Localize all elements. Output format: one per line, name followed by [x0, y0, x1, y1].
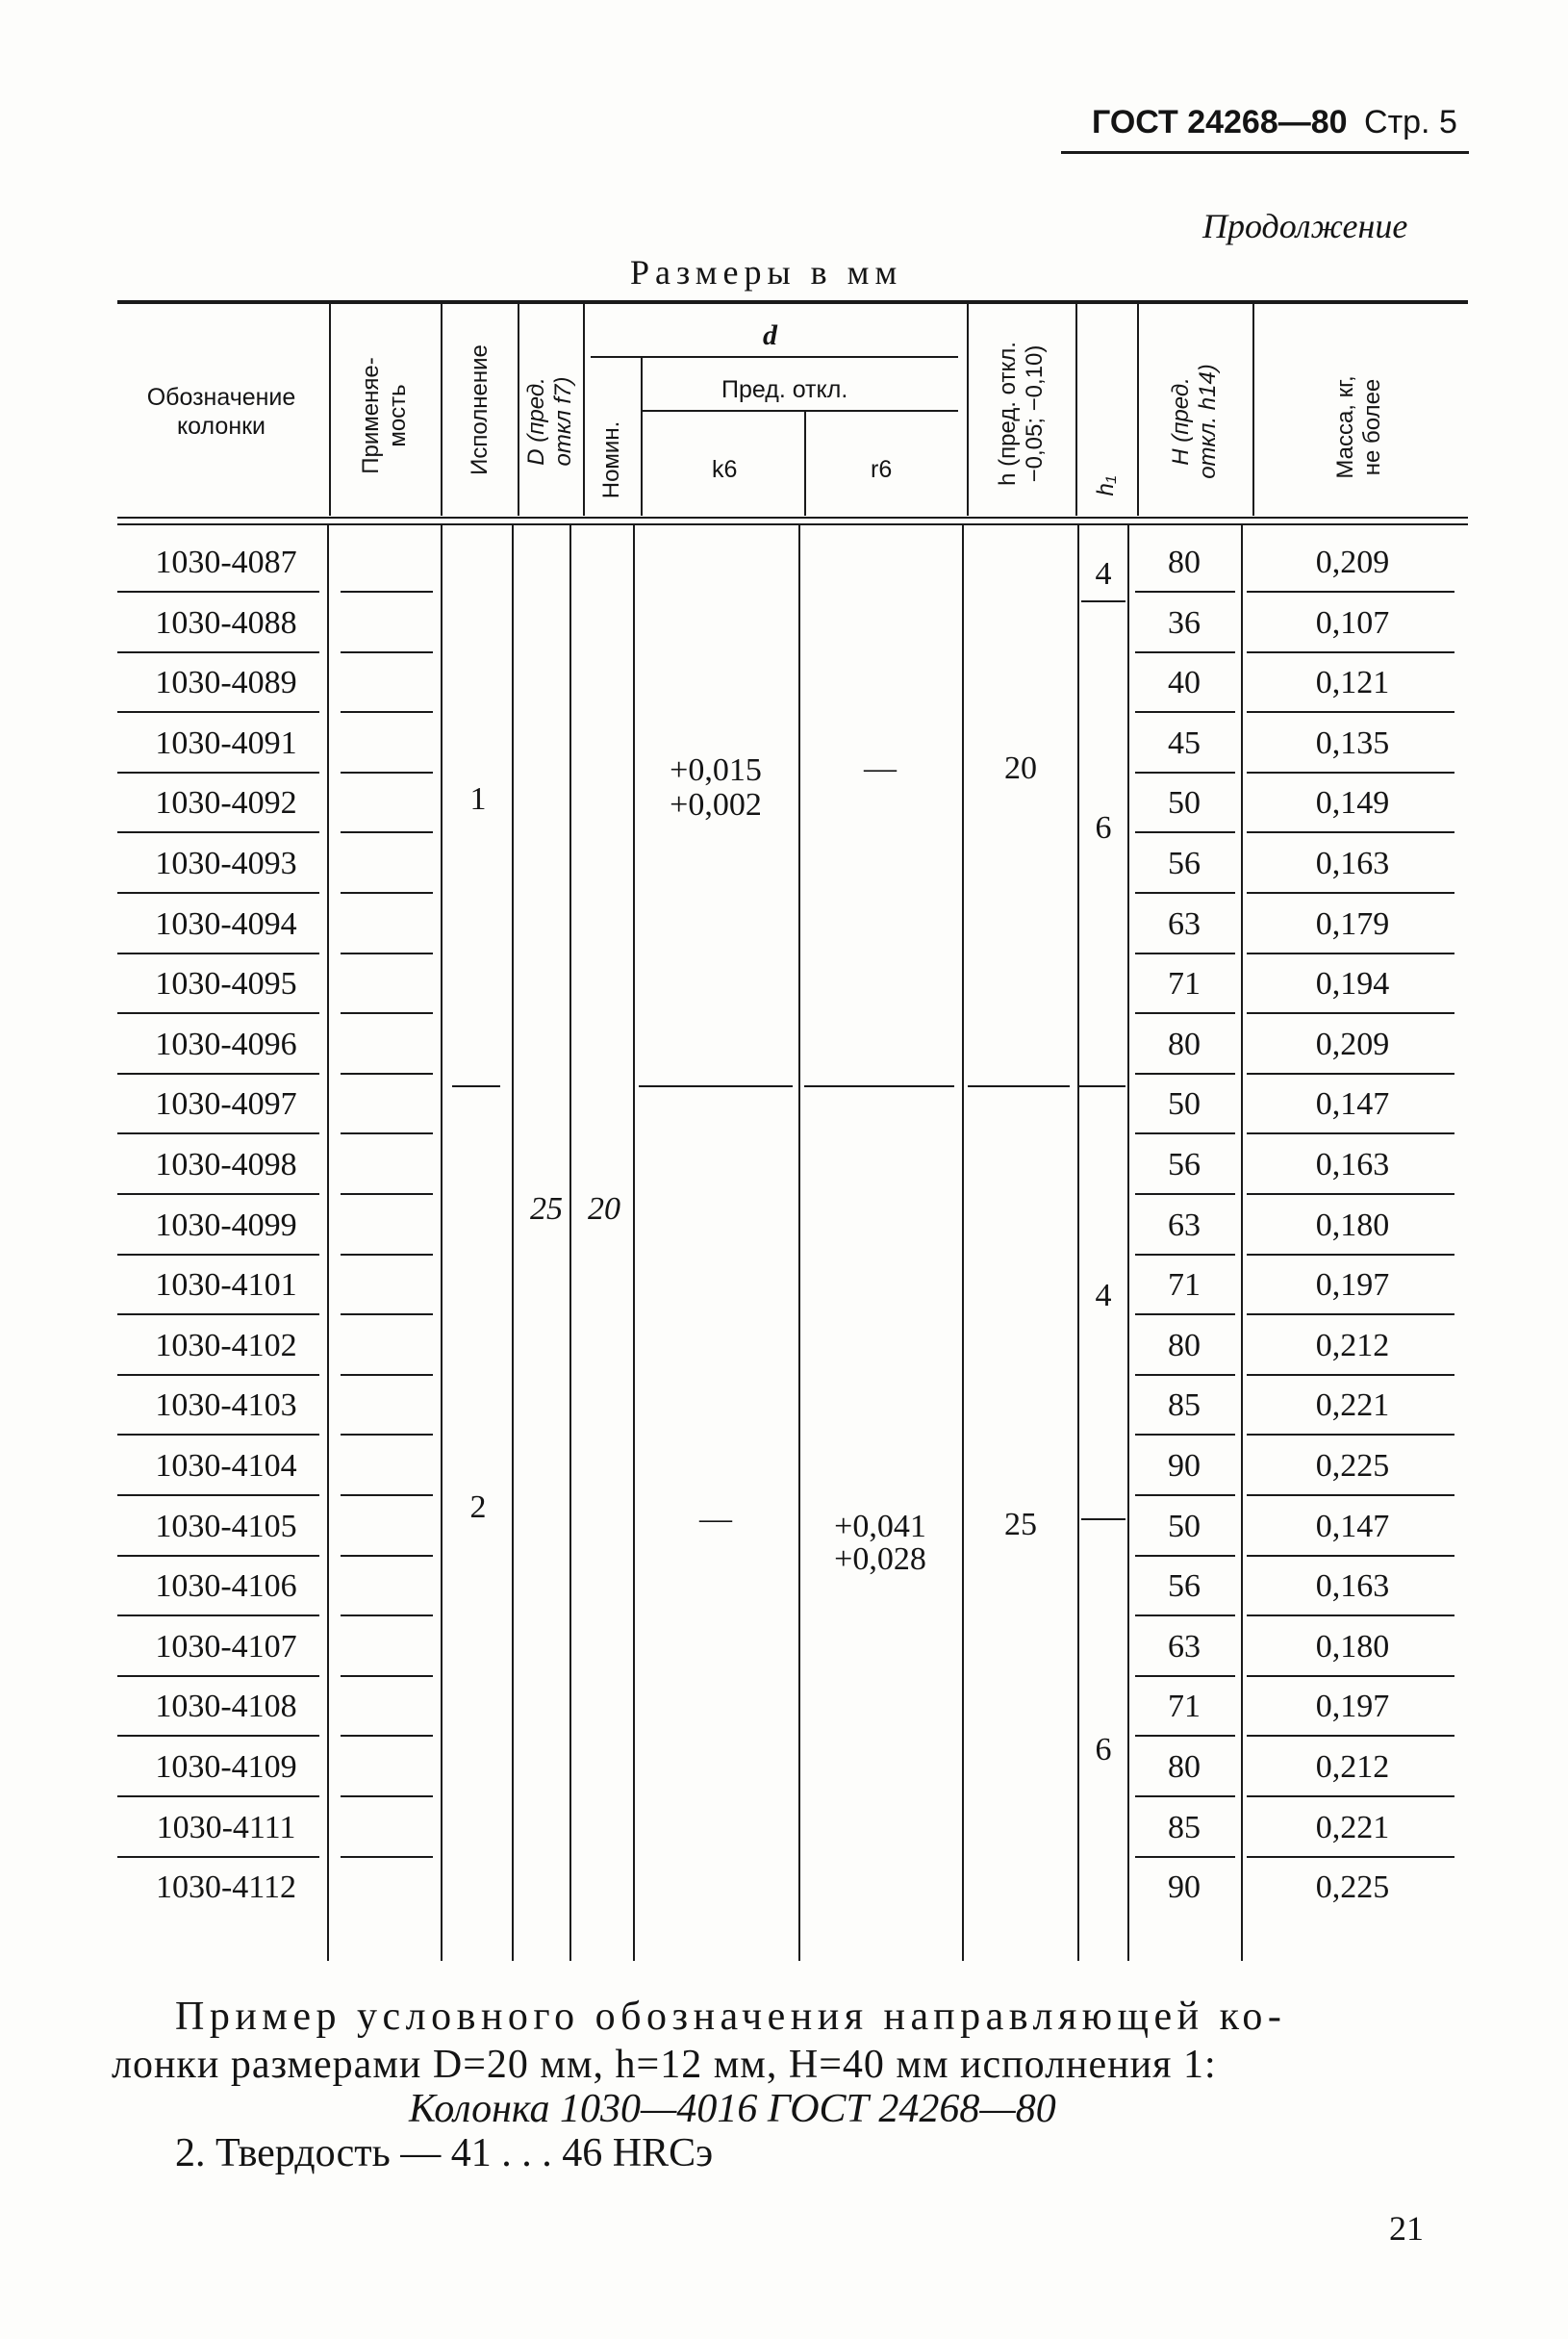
- col-d-dev-header: Пред. откл.: [721, 376, 848, 403]
- hdr-vline: [804, 412, 806, 516]
- group-sep-k6: [639, 1085, 793, 1087]
- group-sep-h: [968, 1085, 1070, 1087]
- h1-sep-a: [1081, 600, 1125, 602]
- row-rule: [117, 831, 319, 833]
- row-rule: [1247, 831, 1454, 833]
- row-rule: [341, 591, 433, 593]
- row-rule: [1135, 1193, 1235, 1195]
- row-rule: [341, 1614, 433, 1616]
- row-H: 80: [1168, 1749, 1201, 1785]
- body-vline: [512, 525, 514, 1961]
- col-D-header: D (пред. откл f7): [523, 376, 576, 467]
- row-mass: 0,149: [1315, 785, 1390, 822]
- row-mass: 0,180: [1315, 1207, 1390, 1243]
- row-rule: [117, 1735, 319, 1737]
- row-H: 90: [1168, 1869, 1201, 1906]
- row-designation: 1030-4091: [155, 725, 297, 761]
- h1-sep-c: [1081, 1518, 1125, 1520]
- row-rule: [1247, 1735, 1454, 1737]
- row-H: 56: [1168, 1147, 1201, 1182]
- row-mass: 0,197: [1315, 1689, 1390, 1725]
- col-execution-header: Исполнение: [467, 344, 493, 475]
- col-h-header: h (пред. откл. −0,05; −0,10): [995, 342, 1048, 486]
- row-rule: [1247, 1254, 1454, 1256]
- row-rule: [341, 1193, 433, 1195]
- row-rule: [1135, 1735, 1235, 1737]
- row-H: 50: [1168, 785, 1201, 822]
- r6-group2-lower: +0,028: [834, 1541, 926, 1577]
- table-top-rule: [117, 300, 1468, 304]
- row-designation: 1030-4092: [155, 785, 297, 822]
- D-value: 25: [530, 1191, 563, 1227]
- example-line-2: [112, 2042, 1217, 2088]
- row-mass: 0,212: [1315, 1749, 1390, 1785]
- row-rule: [117, 1313, 319, 1315]
- example-line-1: Пример условного обозначения направляющей ко-: [175, 1995, 1287, 2039]
- row-rule: [1247, 1434, 1454, 1436]
- row-mass: 0,225: [1315, 1869, 1390, 1906]
- row-rule: [341, 1434, 433, 1436]
- row-H: 85: [1168, 1387, 1201, 1424]
- row-rule: [1135, 1073, 1235, 1075]
- row-designation: 1030-4102: [155, 1327, 297, 1363]
- row-mass: 0,147: [1315, 1086, 1390, 1123]
- row-rule: [1247, 1193, 1454, 1195]
- row-rule: [117, 1675, 319, 1677]
- hdr-vline: [583, 304, 585, 516]
- row-rule: [341, 1795, 433, 1797]
- row-rule: [341, 651, 433, 653]
- row-rule: [1135, 711, 1235, 713]
- row-designation: 1030-4087: [155, 545, 297, 580]
- body-vline: [327, 525, 329, 1961]
- h1-value-d: 6: [1095, 1732, 1112, 1767]
- row-H: 40: [1168, 665, 1201, 701]
- row-rule: [1135, 1254, 1235, 1256]
- row-rule: [117, 1856, 319, 1858]
- row-designation: 1030-4089: [155, 665, 297, 701]
- row-rule: [117, 1073, 319, 1075]
- hdr-vline: [641, 358, 643, 516]
- row-mass: 0,135: [1315, 725, 1390, 761]
- row-H: 90: [1168, 1448, 1201, 1484]
- row-H: 85: [1168, 1809, 1201, 1845]
- body-vline: [1077, 525, 1079, 1961]
- example-designation: Колонка 1030—4016 ГОСТ 24268—80: [409, 2087, 1056, 2131]
- hdr-vline: [441, 304, 443, 516]
- row-H: 45: [1168, 725, 1201, 761]
- col-d-nomin-header: Номин.: [598, 420, 624, 499]
- col-mass-header: Масса, кг, не более: [1332, 375, 1385, 479]
- row-mass: 0,221: [1315, 1387, 1390, 1424]
- header-rule: [1061, 151, 1469, 154]
- row-designation: 1030-4097: [155, 1086, 297, 1123]
- row-rule: [1135, 1434, 1235, 1436]
- row-rule: [1135, 831, 1235, 833]
- continuation-label: Продолжение: [1202, 207, 1408, 245]
- d-nomin-value: 20: [588, 1191, 620, 1227]
- execution-2: 2: [469, 1489, 487, 1525]
- row-designation: 1030-4104: [155, 1448, 297, 1484]
- hdr-vline: [1075, 304, 1077, 516]
- row-designation: 1030-4106: [155, 1568, 297, 1605]
- hdr-vline: [329, 304, 331, 516]
- row-mass: 0,221: [1315, 1809, 1390, 1845]
- k6-group1-upper: +0,015: [670, 752, 762, 788]
- row-rule: [341, 1313, 433, 1315]
- example-line-2-text: лонки размерами D=20 мм, h=12 мм, H=40 мм исполнения 1:: [112, 2043, 1217, 2087]
- col-r6-header: r6: [871, 456, 893, 483]
- row-rule: [341, 1073, 433, 1075]
- row-H: 71: [1168, 1267, 1201, 1304]
- r6-group2-upper: +0,041: [834, 1509, 926, 1544]
- row-rule: [117, 772, 319, 774]
- row-designation: 1030-4105: [155, 1508, 297, 1544]
- row-rule: [1247, 711, 1454, 713]
- row-designation: 1030-4109: [155, 1749, 297, 1785]
- row-rule: [1247, 1614, 1454, 1616]
- row-designation: 1030-4095: [155, 966, 297, 1003]
- page-number: 21: [1389, 2209, 1424, 2248]
- row-designation: 1030-4101: [155, 1267, 297, 1304]
- row-rule: [117, 1254, 319, 1256]
- col-k6-header: k6: [712, 456, 738, 483]
- k6-group1-lower: +0,002: [670, 787, 762, 823]
- hardness-note: 2. Твердость — 41 . . . 46 HRCэ: [175, 2131, 714, 2175]
- hdr-vline: [1137, 304, 1139, 516]
- row-rule: [341, 1132, 433, 1134]
- row-rule: [1135, 651, 1235, 653]
- d-group-rule: [591, 356, 958, 358]
- row-rule: [1247, 591, 1454, 593]
- row-mass: 0,121: [1315, 665, 1390, 701]
- row-H: 63: [1168, 905, 1201, 942]
- row-rule: [1247, 772, 1454, 774]
- row-rule: [341, 1254, 433, 1256]
- row-mass: 0,209: [1315, 545, 1390, 580]
- row-rule: [117, 1012, 319, 1014]
- row-mass: 0,147: [1315, 1508, 1390, 1544]
- row-mass: 0,180: [1315, 1628, 1390, 1665]
- col-applicability-header: Применяе- мость: [358, 357, 411, 474]
- row-rule: [341, 772, 433, 774]
- row-rule: [341, 892, 433, 894]
- page-label: Стр. 5: [1364, 104, 1457, 140]
- h1-value-c: 4: [1095, 1278, 1112, 1313]
- row-rule: [1247, 1555, 1454, 1557]
- row-designation: 1030-4094: [155, 905, 297, 942]
- row-rule: [341, 1555, 433, 1557]
- hdr-vline: [1252, 304, 1254, 516]
- units-caption: Размеры в мм: [630, 253, 903, 292]
- row-rule: [1135, 772, 1235, 774]
- row-mass: 0,194: [1315, 966, 1390, 1003]
- execution-1: 1: [469, 781, 487, 817]
- body-vline: [441, 525, 443, 1961]
- row-mass: 0,212: [1315, 1327, 1390, 1363]
- r6-group1-dash: —: [864, 750, 897, 786]
- row-H: 50: [1168, 1086, 1201, 1123]
- row-designation: 1030-4111: [156, 1809, 296, 1845]
- row-rule: [117, 1374, 319, 1376]
- row-rule: [117, 1434, 319, 1436]
- row-H: 56: [1168, 1568, 1201, 1605]
- hdr-vline: [518, 304, 519, 516]
- body-vline: [798, 525, 800, 1961]
- row-rule: [1247, 651, 1454, 653]
- row-H: 71: [1168, 1689, 1201, 1725]
- row-rule: [1247, 1313, 1454, 1315]
- row-rule: [1135, 953, 1235, 954]
- row-H: 56: [1168, 846, 1201, 881]
- body-vline: [962, 525, 964, 1961]
- row-rule: [1247, 1073, 1454, 1075]
- row-mass: 0,179: [1315, 905, 1390, 942]
- row-rule: [117, 1494, 319, 1496]
- row-rule: [1135, 1374, 1235, 1376]
- body-vline: [569, 525, 571, 1961]
- row-designation: 1030-4096: [155, 1026, 297, 1062]
- d-dev-rule: [642, 410, 958, 412]
- row-H: 80: [1168, 1327, 1201, 1363]
- row-rule: [117, 1795, 319, 1797]
- row-rule: [117, 591, 319, 593]
- h-group1: 20: [1004, 750, 1037, 786]
- row-designation: 1030-4107: [155, 1628, 297, 1665]
- row-rule: [1247, 1856, 1454, 1858]
- row-designation: 1030-4098: [155, 1147, 297, 1182]
- row-rule: [1135, 1795, 1235, 1797]
- row-rule: [1135, 1856, 1235, 1858]
- row-rule: [341, 1374, 433, 1376]
- row-rule: [341, 1856, 433, 1858]
- row-rule: [1135, 1555, 1235, 1557]
- row-rule: [341, 1735, 433, 1737]
- row-rule: [341, 953, 433, 954]
- row-designation: 1030-4103: [155, 1387, 297, 1424]
- row-rule: [1135, 1614, 1235, 1616]
- row-H: 63: [1168, 1207, 1201, 1243]
- row-H: 80: [1168, 1026, 1201, 1062]
- row-rule: [1247, 1494, 1454, 1496]
- row-rule: [1135, 591, 1235, 593]
- row-mass: 0,163: [1315, 1147, 1390, 1182]
- body-vline: [1127, 525, 1129, 1961]
- row-rule: [341, 1494, 433, 1496]
- row-rule: [117, 651, 319, 653]
- row-rule: [1247, 1795, 1454, 1797]
- row-mass: 0,225: [1315, 1448, 1390, 1484]
- row-mass: 0,209: [1315, 1026, 1390, 1062]
- row-rule: [117, 711, 319, 713]
- row-rule: [1247, 953, 1454, 954]
- row-rule: [1247, 892, 1454, 894]
- hdr-vline: [967, 304, 969, 516]
- running-header: [1092, 104, 1457, 141]
- body-vline: [633, 525, 635, 1961]
- row-rule: [1135, 1132, 1235, 1134]
- h-group2: 25: [1004, 1507, 1037, 1542]
- row-mass: 0,163: [1315, 846, 1390, 881]
- body-vline: [1241, 525, 1243, 1961]
- row-rule: [1135, 1494, 1235, 1496]
- row-rule: [1247, 1675, 1454, 1677]
- row-rule: [341, 1675, 433, 1677]
- standard-number: ГОСТ 24268—80: [1092, 104, 1348, 140]
- row-rule: [1135, 892, 1235, 894]
- col-d-header: d: [763, 319, 777, 351]
- row-rule: [341, 1012, 433, 1014]
- row-H: 71: [1168, 966, 1201, 1003]
- header-bottom-rule-1: [117, 517, 1468, 519]
- row-rule: [1135, 1012, 1235, 1014]
- h1-value-b: 6: [1095, 810, 1112, 846]
- group-sep-exec: [452, 1085, 500, 1087]
- row-H: 63: [1168, 1628, 1201, 1665]
- row-rule: [117, 1614, 319, 1616]
- row-rule: [1135, 1675, 1235, 1677]
- col-designation-header: Обозначение колонки: [146, 384, 296, 440]
- row-designation: 1030-4112: [155, 1869, 297, 1906]
- col-h1-header: h₁: [1093, 475, 1119, 496]
- row-designation: 1030-4088: [155, 604, 297, 641]
- col-H-header: H (пред. откл. h14): [1168, 364, 1221, 479]
- row-H: 36: [1168, 604, 1201, 641]
- row-mass: 0,197: [1315, 1267, 1390, 1304]
- row-rule: [341, 711, 433, 713]
- row-H: 80: [1168, 545, 1201, 580]
- row-mass: 0,107: [1315, 604, 1390, 641]
- row-rule: [117, 953, 319, 954]
- header-bottom-rule-2: [117, 523, 1468, 525]
- row-designation: 1030-4108: [155, 1689, 297, 1725]
- row-rule: [1247, 1374, 1454, 1376]
- k6-group2-dash: —: [699, 1501, 732, 1537]
- row-designation: 1030-4099: [155, 1207, 297, 1243]
- row-rule: [117, 1555, 319, 1557]
- row-rule: [117, 1193, 319, 1195]
- row-rule: [341, 831, 433, 833]
- row-rule: [117, 1132, 319, 1134]
- row-designation: 1030-4093: [155, 846, 297, 881]
- h1-value-a: 4: [1095, 556, 1112, 592]
- row-rule: [1135, 1313, 1235, 1315]
- row-mass: 0,163: [1315, 1568, 1390, 1605]
- group-sep-r6: [804, 1085, 954, 1087]
- group-sep-h1: [1079, 1085, 1125, 1087]
- row-H: 50: [1168, 1508, 1201, 1544]
- row-rule: [1247, 1012, 1454, 1014]
- row-rule: [1247, 1132, 1454, 1134]
- row-rule: [117, 892, 319, 894]
